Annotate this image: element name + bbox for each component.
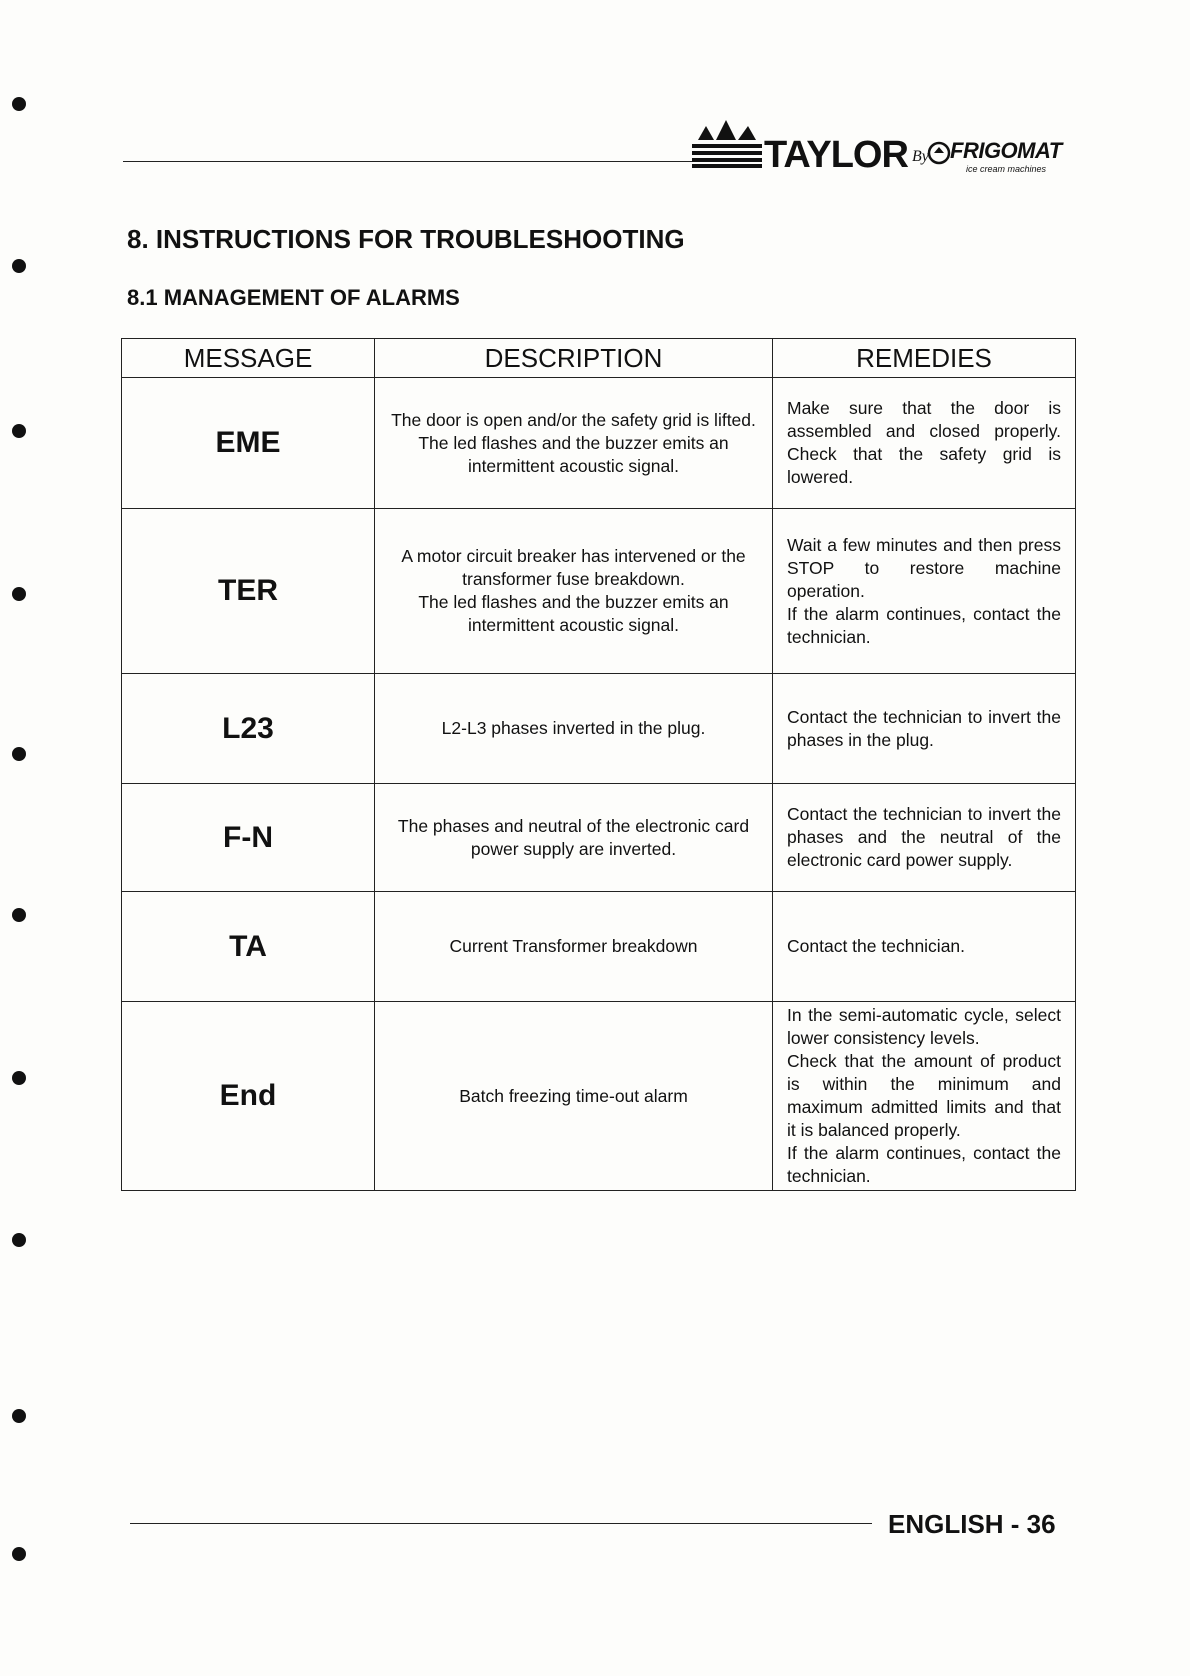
remedy-line: Contact the technician. bbox=[787, 936, 966, 956]
alarms-table bbox=[121, 338, 1076, 1191]
punch-hole bbox=[12, 1409, 26, 1423]
alarm-code: L23 bbox=[122, 674, 375, 784]
alarm-remedies bbox=[773, 378, 1076, 509]
alarm-code: End bbox=[122, 1002, 375, 1191]
table-row bbox=[122, 378, 1076, 509]
remedy-line: Wait a few minutes and then press STOP to restore machine operation. bbox=[787, 534, 1061, 601]
alarm-description bbox=[375, 892, 773, 1002]
section-title: 8. INSTRUCTIONS FOR TROUBLESHOOTING bbox=[127, 224, 685, 254]
description-line: The led flashes and the buzzer emits an intermittent acoustic signal. bbox=[418, 592, 729, 635]
description-line: Batch freezing time-out alarm bbox=[459, 1085, 688, 1106]
alarm-description bbox=[375, 509, 773, 674]
description-line: The led flashes and the buzzer emits an intermittent acoustic signal. bbox=[418, 432, 729, 476]
alarm-code: F-N bbox=[122, 784, 375, 892]
description-line: The door is open and/or the safety grid is lifted. bbox=[391, 409, 756, 430]
description-line: L2-L3 phases inverted in the plug. bbox=[441, 718, 706, 738]
alarm-code: TER bbox=[122, 509, 375, 674]
table-header-row bbox=[122, 339, 1076, 378]
description-line: A motor circuit breaker has intervened or the transformer fuse breakdown. bbox=[401, 546, 746, 589]
partner-name: FRIGOMAT bbox=[950, 138, 1062, 163]
brand-name: TAYLOR bbox=[764, 134, 908, 176]
remedy-line: Contact the technician to invert the phases in the plug. bbox=[787, 706, 1061, 750]
alarm-remedies bbox=[773, 892, 1076, 1002]
remedy-line: In the semi-automatic cycle, select lower consistency levels. bbox=[787, 1005, 1061, 1048]
brand-by: By bbox=[912, 148, 929, 165]
page-number: ENGLISH - 36 bbox=[888, 1509, 1056, 1539]
partner-tagline: ice cream machines bbox=[966, 164, 1047, 174]
column-header-message: MESSAGE bbox=[122, 339, 375, 378]
alarm-remedies bbox=[773, 784, 1076, 892]
punch-hole bbox=[12, 908, 26, 922]
remedy-line: Contact the technician to invert the phases and the neutral of the electronic card power supply. bbox=[787, 804, 1061, 870]
punch-hole bbox=[12, 424, 26, 438]
table-row bbox=[122, 509, 1076, 674]
description-line: The phases and neutral of the electronic card power supply are inverted. bbox=[397, 815, 750, 859]
punch-hole bbox=[12, 747, 26, 761]
punch-hole bbox=[12, 97, 26, 111]
alarm-remedies bbox=[773, 1002, 1076, 1191]
alarm-remedies bbox=[773, 509, 1076, 674]
footer-rule bbox=[130, 1523, 872, 1524]
column-header-remedies: REMEDIES bbox=[773, 339, 1076, 378]
remedy-line: If the alarm continues, contact the technician. bbox=[787, 1143, 1061, 1186]
alarm-code: TA bbox=[122, 892, 375, 1002]
table-row bbox=[122, 892, 1076, 1002]
punch-hole bbox=[12, 259, 26, 273]
crown-logo-icon bbox=[692, 116, 762, 168]
punch-hole bbox=[12, 587, 26, 601]
description-line: Current Transformer breakdown bbox=[449, 936, 698, 956]
remedy-line: If the alarm continues, contact the technician. bbox=[787, 603, 1061, 647]
alarm-code: EME bbox=[122, 378, 375, 509]
punch-hole bbox=[12, 1071, 26, 1085]
remedy-line: Check that the amount of product is within the minimum and maximum admitted limits and that it is balanced properly. bbox=[787, 1051, 1061, 1140]
subsection-title: 8.1 MANAGEMENT OF ALARMS bbox=[127, 285, 460, 310]
alarm-description bbox=[375, 674, 773, 784]
frigomat-symbol-icon bbox=[926, 140, 952, 166]
column-header-description: DESCRIPTION bbox=[375, 339, 773, 378]
alarm-description bbox=[375, 1002, 773, 1191]
punch-hole bbox=[12, 1547, 26, 1561]
table-row bbox=[122, 1002, 1076, 1191]
brand-logo bbox=[692, 116, 1064, 176]
table-row bbox=[122, 674, 1076, 784]
remedy-line: Make sure that the door is assembled and closed properly. Check that the safety grid is lowered. bbox=[787, 398, 1061, 487]
alarm-remedies bbox=[773, 674, 1076, 784]
table-row bbox=[122, 784, 1076, 892]
header-rule bbox=[123, 161, 693, 162]
alarm-description bbox=[375, 378, 773, 509]
punch-hole bbox=[12, 1233, 26, 1247]
alarm-description bbox=[375, 784, 773, 892]
